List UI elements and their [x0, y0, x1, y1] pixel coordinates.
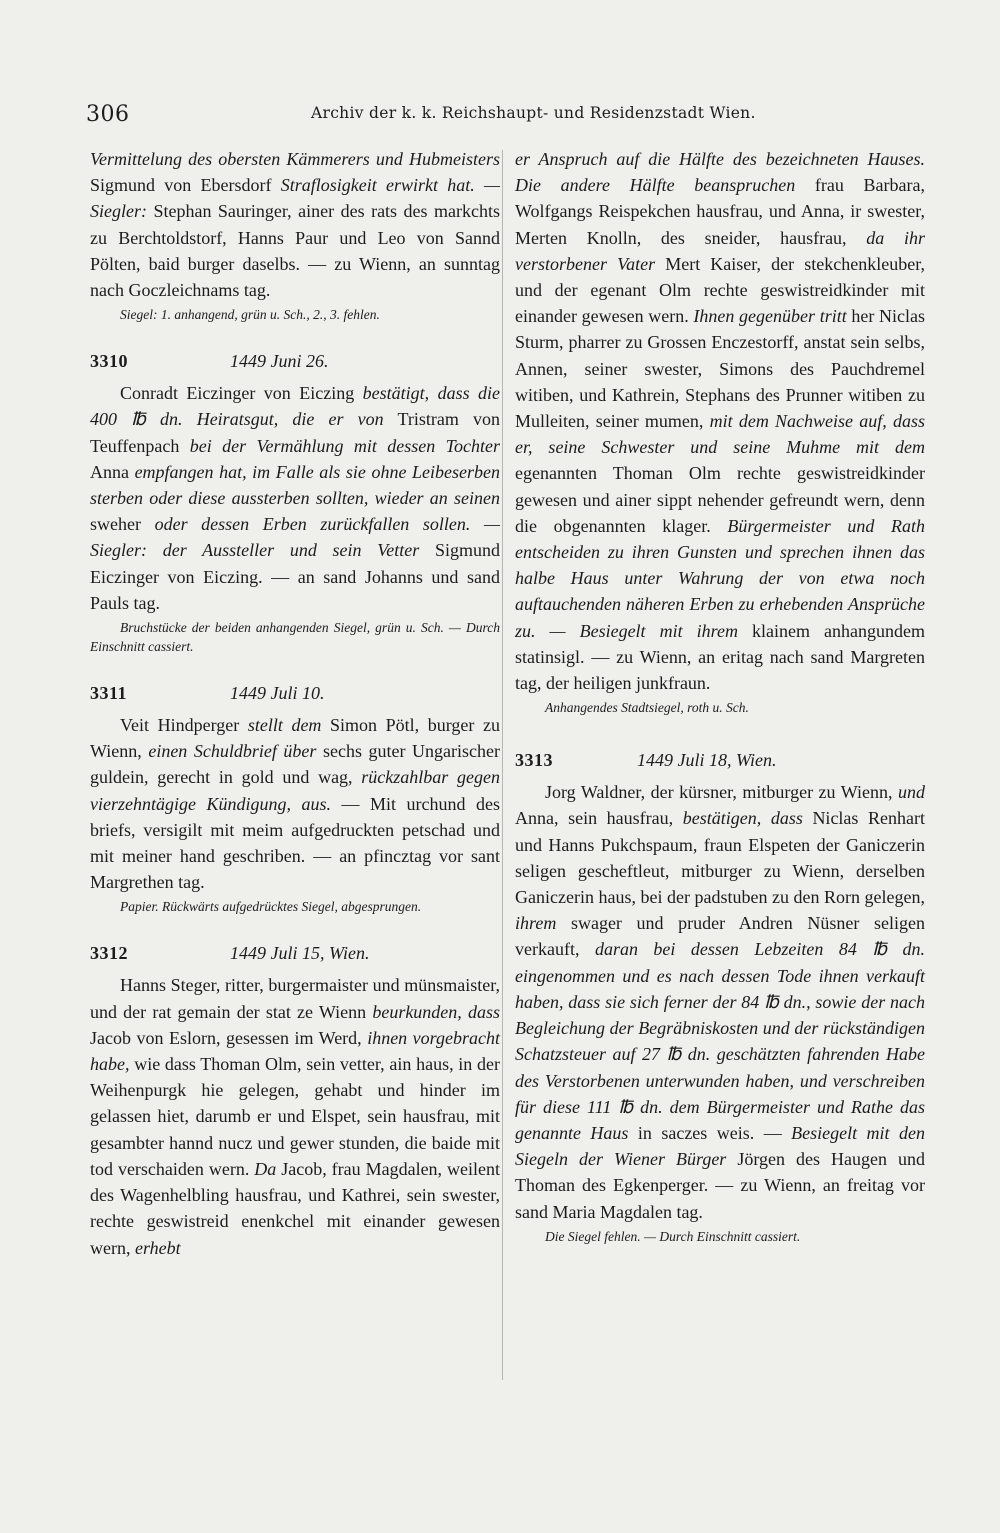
entry-number: 3313	[515, 750, 553, 771]
seal-note: Die Siegel fehlen. — Durch Einschnitt cassiert.	[545, 1228, 801, 1244]
entry-date: 1449 Juli 10.	[230, 683, 325, 704]
running-title: Archiv der k. k. Reichshaupt- und Residenzstadt Wien.	[311, 104, 756, 122]
seal-note: Bruchstücke der beiden anhangenden Siegel, grün u. Sch. — Durch Einschnitt cassiert.	[90, 620, 500, 655]
continuation-text: Vermittelung des obersten Kämmerers und Hubmeisters Sigmund von Ebersdorf Straflosigkeit erwirkt hat. — Siegler: Stephan Sauringer, ainer des rats des markchts zu Berchtoldstorf, Hanns Paur und Leo von Sannd Pölten, baid burger daselbs. — zu Wienn, an sunntag nach Goczleichnams tag.	[90, 149, 501, 301]
right-column	[515, 146, 925, 1246]
seal-note: Papier. Rückwärts aufgedrücktes Siegel, abgesprungen.	[120, 899, 422, 915]
page-number: 306	[86, 102, 130, 127]
seal-note: Anhangendes Stadtsiegel, roth u. Sch.	[545, 700, 749, 716]
entry-header-3310	[90, 348, 500, 374]
seal-note: Siegel: 1. anhangend, grün u. Sch., 2., 3. fehlen.	[120, 307, 380, 323]
entry-text-3313: Jorg Waldner, der kürsner, mitburger zu Wienn, und Anna, sein hausfrau, bestätigen, dass Niclas Renhart und Hanns Pukchspaum, fraun Elspeten der Ganiczerin seligen gescheftleut, mitburger zu Wienn, derselben Ganiczerin haus, bei der padstuben zu den Rorn gelegen, ihrem swager und pruder Andren Nüsner seligen verkauft, daran bei dessen Lebzeiten 84 ℔ dn. eingenommen und es nach dessen Tode ihnen verkauft haben, dass sie sich ferner der 84 ℔ dn., sowie der nach Begleichung der Begräbniskosten und der rückständigen Schatzsteuer auf 27 ℔ dn. geschätzten fahrenden Habe des Verstorbenen unterwunden haben, und verschreiben für diese 111 ℔ dn. dem Bürgermeister und Rathe das genannte Haus in saczes weis. — Besiegelt mit den Siegeln der Wiener Bürger Jörgen des Haugen und Thoman des Egkenperger. — zu Wienn, an freitag vor sand Maria Magdalen tag.	[515, 782, 925, 1222]
entry-number: 3311	[90, 683, 128, 704]
entry-header-3313	[515, 747, 925, 773]
entry-date: 1449 Juni 26.	[230, 351, 329, 372]
entry-text-3312: Hanns Steger, ritter, burgermaister und münsmaister, und der rat gemain der stat ze Wienn beurkunden, dass Jacob von Eslorn, gesessen im Werd, ihnen vorgebracht habe, wie dass Thoman Olm, sein vetter, ain haus, in der Weihenpurgk hie gelegen, gehabt und hinder im gelassen hiet, darumb er und Elspet, sein hausfrau, mit gesambter hannd nucz und gewer stunden, die baide mit tod verschaiden wern. Da Jacob, frau Magdalen, weilent des Wagenhelbling hausfrau, und Kathrei, sein swester, rechte geswistreid enenkchel mit einander gewesen wern, erhebt	[90, 975, 500, 1258]
entry-date: 1449 Juli 18, Wien.	[637, 750, 777, 771]
entry-number: 3310	[90, 351, 128, 372]
entry-header-3312	[90, 940, 500, 966]
entry-text-3310: Conradt Eiczinger von Eiczing bestätigt, dass die 400 ℔ dn. Heiratsgut, die er von Tristram von Teuffenpach bei der Vermählung mit dessen Tochter Anna empfangen hat, im Falle als sie ohne Leibeserben sterben oder diese aussterben sollten, wieder an seinen sweher oder dessen Erben zurückfallen sollen. — Siegler: der Aussteller und sein Vetter Sigmund Eiczinger von Eiczing. — an sand Johanns und sand Pauls tag.	[90, 383, 501, 613]
entry-number: 3312	[90, 943, 128, 964]
page-header	[86, 96, 926, 132]
entry-text-3311: Veit Hindperger stellt dem Simon Pötl, burger zu Wienn, einen Schuldbrief über sechs guter Ungarischer guldein, gerecht in gold und wag, rückzahlbar gegen vierzehntägige Kündigung, aus. — Mit urchund des briefs, versigilt mit meim aufgedruckten petschad und mit meiner hand geschriben. — an pfincztag vor sant Margrethen tag.	[90, 715, 501, 893]
entry-date: 1449 Juli 15, Wien.	[230, 943, 370, 964]
continuation-text: er Anspruch auf die Hälfte des bezeichneten Hauses. Die andere Hälfte beanspruchen frau Barbara, Wolfgangs Reispekchen hausfrau, und Anna, ir swester, Merten Knolln, des sneider, hausfrau, da ihr verstorbener Vater Mert Kaiser, der stekchenkleuber, und der egenant Olm rechte geswistreidkinder mit einander gewesen wern. Ihnen gegenüber tritt her Niclas Sturm, pharrer zu Grossen Enczestorff, anstat sein selbs, Annen, seiner swester, Simons des Pauchdremel witiben, und Kathrein, Stephans des Prunner witiben zu Mulleiten, seiner mumen, mit dem Nachweise auf, dass er, seine Schwester und seine Muhme mit dem egenannten Thoman Olm rechte geswistreidkinder gewesen und ainer sippt nehender gefreundt wern, denn die obgenannten klager. Bürgermeister und Rath entscheiden zu ihren Gunsten und sprechen ihnen das halbe Haus unter Wahrung der von etwa noch auftauchenden näheren Erben zu erhebenden Ansprüche zu. — Besiegelt mit ihrem klainem anhangundem statinsigl. — zu Wienn, an eritag nach sand Margreten tag, der heiligen junkfraun.	[515, 149, 926, 694]
entry-header-3311	[90, 680, 500, 706]
column-divider	[502, 150, 503, 1380]
left-column	[90, 146, 500, 1261]
